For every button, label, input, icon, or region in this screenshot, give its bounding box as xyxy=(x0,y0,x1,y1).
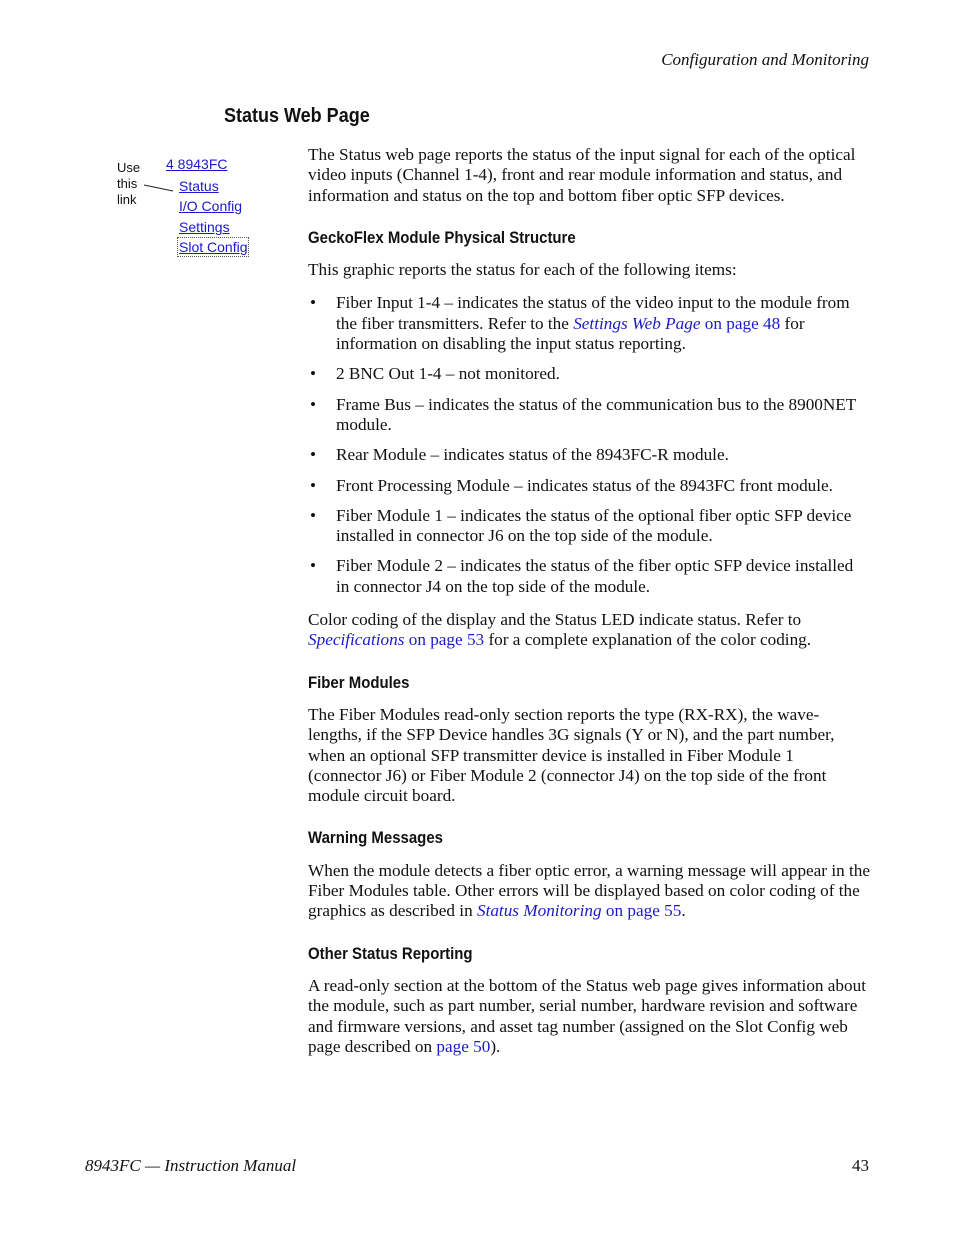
footer-manual-title: 8943FC — Instruction Manual xyxy=(85,1156,297,1175)
page-number: 43 xyxy=(852,1156,869,1175)
list-item: • Frame Bus – indicates the status of the communication bus to the 8900NET module. xyxy=(308,395,870,436)
list-item: • 2 BNC Out 1-4 – not monitored. xyxy=(308,364,870,384)
settings-web-page-link[interactable]: Settings Web Page on page 48 xyxy=(573,313,781,333)
other-status-paragraph: A read-only section at the bottom of the Status web page gives information about the module, such as part number, serial number, hardware revision and software and firmware versions, and asset tag number (assigned on the Slot Config web page described on page 50). xyxy=(308,975,866,1056)
use-this-link-label: Use this link xyxy=(117,160,141,207)
intro-paragraph: The Status web page reports the status of the input signal for each of the optical video inputs (Channel 1-4), front and rear module information and status, and information and status on the top and bottom fiber optic SFP devices. xyxy=(308,145,856,205)
geckoflex-heading: GeckoFlex Module Physical Structure xyxy=(308,227,576,247)
page-title: Status Web Page xyxy=(224,105,370,127)
geckoflex-intro: This graphic reports the status for each of the following items: xyxy=(308,260,737,280)
callout-line xyxy=(143,180,175,194)
list-item: • Fiber Module 1 – indicates the status of the optional fiber optic SFP device installed in connector J6 on the top side of the module. xyxy=(308,506,870,547)
page-50-link[interactable]: page 50 xyxy=(436,1036,491,1056)
running-header: Configuration and Monitoring xyxy=(661,50,869,69)
nav-link-module[interactable]: 4 8943FC xyxy=(166,156,228,172)
list-item: • Fiber Input 1-4 – indicates the status of the video input to the module from the fiber transmitters. Refer to the Settings Web Page on page 48 for information on disabling the input status reporting. xyxy=(308,293,870,354)
nav-link-status[interactable]: Status xyxy=(179,178,219,194)
color-coding-paragraph: Color coding of the display and the Status LED indicate status. Refer to Specifications on page 53 for a complete explanation of the color coding. xyxy=(308,610,812,650)
nav-link-settings[interactable]: Settings xyxy=(179,219,230,235)
main-content xyxy=(308,145,870,1070)
warning-messages-paragraph: When the module detects a fiber optic error, a warning message will appear in the Fiber Modules table. Other errors will be displayed based on color coding of the graphics as described in Status Monitoring on page 55. xyxy=(308,860,870,921)
list-item: • Rear Module – indicates status of the 8943FC-R module. xyxy=(308,445,870,465)
status-monitoring-link[interactable]: Status Monitoring on page 55 xyxy=(476,901,682,921)
status-items-list xyxy=(308,293,870,597)
nav-link-io-config[interactable]: I/O Config xyxy=(179,198,243,214)
list-item: • Fiber Module 2 – indicates the status of the fiber optic SFP device installed in connector J4 on the top side of the module. xyxy=(308,556,870,597)
nav-link-slot-config[interactable]: Slot Config xyxy=(179,239,248,255)
warning-messages-heading: Warning Messages xyxy=(308,828,443,848)
fiber-modules-paragraph: The Fiber Modules read-only section reports the type (RX-RX), the wave-lengths, if the SFP Device handles 3G signals (Y or N), and the part number, when an optional SFP transmitter device is installed in Fiber Module 1 (connector J6) or Fiber Module 2 (connector J4) on the top side of the front module circuit board. xyxy=(308,704,835,806)
specifications-link[interactable]: Specifications on page 53 xyxy=(308,630,485,650)
list-item: • Front Processing Module – indicates status of the 8943FC front module. xyxy=(308,476,870,496)
fiber-modules-heading: Fiber Modules xyxy=(308,672,410,692)
other-status-heading: Other Status Reporting xyxy=(308,943,473,963)
